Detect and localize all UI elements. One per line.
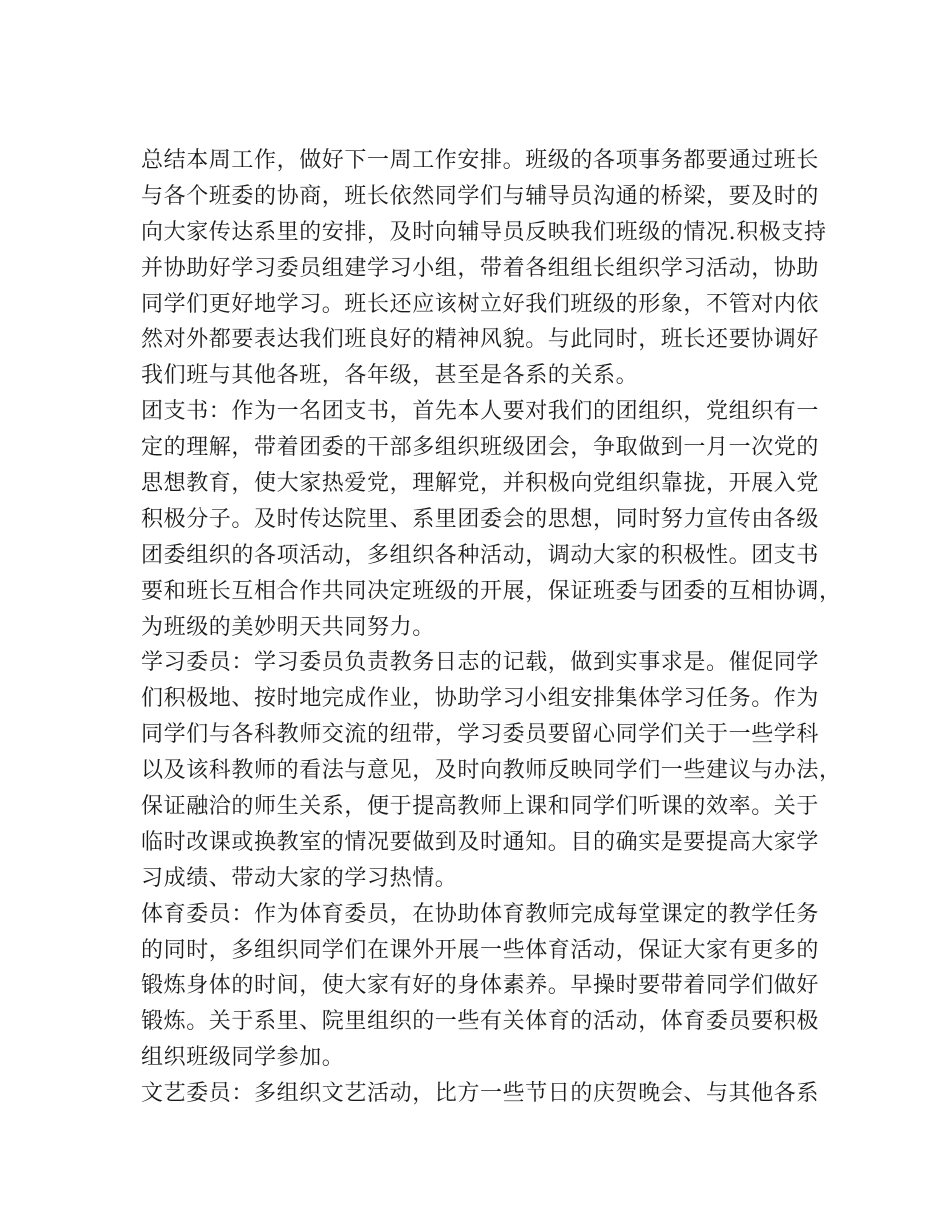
- text-line: 团支书：作为一名团支书，首先本人要对我们的团组织，党组织有一: [141, 399, 820, 425]
- document-body: [141, 143, 842, 1112]
- text-line: 临时改课或换教室的情况要做到及时通知。目的确实是要提高大家学: [141, 829, 820, 855]
- text-line: 习成绩、带动大家的学习热情。: [141, 865, 458, 891]
- text-line: 组织班级同学参加。: [141, 1045, 345, 1071]
- text-line: 们积极地、按时地完成作业，协助学习小组安排集体学习任务。作为: [141, 686, 820, 712]
- text-line: 锻炼。关于系里、院里组织的一些有关体育的活动，体育委员要积极: [141, 1009, 820, 1035]
- text-line: 保证融洽的师生关系，便于提高教师上课和同学们听课的效率。关于: [141, 794, 820, 820]
- text-line: 思想教育，使大家热爱党，理解党，并积极向党组织靠拢，开展入党: [141, 471, 820, 497]
- text-line: 锻炼身体的时间，使大家有好的身体素养。早操时要带着同学们做好: [141, 973, 820, 999]
- text-line: 定的理解，带着团委的干部多组织班级团会，争取做到一月一次党的: [141, 435, 820, 461]
- text-line: 积极分子。及时传达院里、系里团委会的思想，同时努力宣传由各级: [141, 506, 820, 532]
- text-line: 并协助好学习委员组建学习小组，带着各组组长组织学习活动，协助: [141, 255, 820, 281]
- text-line: 同学们更好地学习。班长还应该树立好我们班级的形象，不管对内依: [141, 291, 820, 317]
- text-line: 文艺委员：多组织文艺活动，比方一些节日的庆贺晚会、与其他各系: [141, 1081, 820, 1107]
- text-line: 为班级的美妙明天共同努力。: [141, 614, 435, 640]
- text-line: 向大家传达系里的安排，及时向辅导员反映我们班级的情况.积极支持: [141, 219, 827, 245]
- text-line: 要和班长互相合作共同决定班级的开展，保证班委与团委的互相协调，: [141, 578, 842, 604]
- text-line: 与各个班委的协商，班长依然同学们与辅导员沟通的桥梁，要及时的: [141, 183, 820, 209]
- text-line: 体育委员：作为体育委员，在协助体育教师完成每堂课定的教学任务: [141, 901, 820, 927]
- text-line: 同学们与各科教师交流的纽带，学习委员要留心同学们关于一些学科: [141, 722, 820, 748]
- text-line: 的同时，多组织同学们在课外开展一些体育活动，保证大家有更多的: [141, 937, 820, 963]
- text-line: 以及该科教师的看法与意见，及时向教师反映同学们一些建议与办法，: [141, 758, 842, 784]
- text-line: 总结本周工作，做好下一周工作安排。班级的各项事务都要通过班长: [141, 148, 820, 173]
- text-line: 学习委员：学习委员负责教务日志的记载，做到实事求是。催促同学: [141, 650, 820, 676]
- text-line: 我们班与其他各班，各年级，甚至是各系的关系。: [141, 363, 639, 389]
- text-line: 然对外都要表达我们班良好的精神风貌。与此同时，班长还要协调好: [141, 327, 820, 353]
- text-line: 团委组织的各项活动，多组织各种活动，调动大家的积极性。团支书: [141, 542, 820, 568]
